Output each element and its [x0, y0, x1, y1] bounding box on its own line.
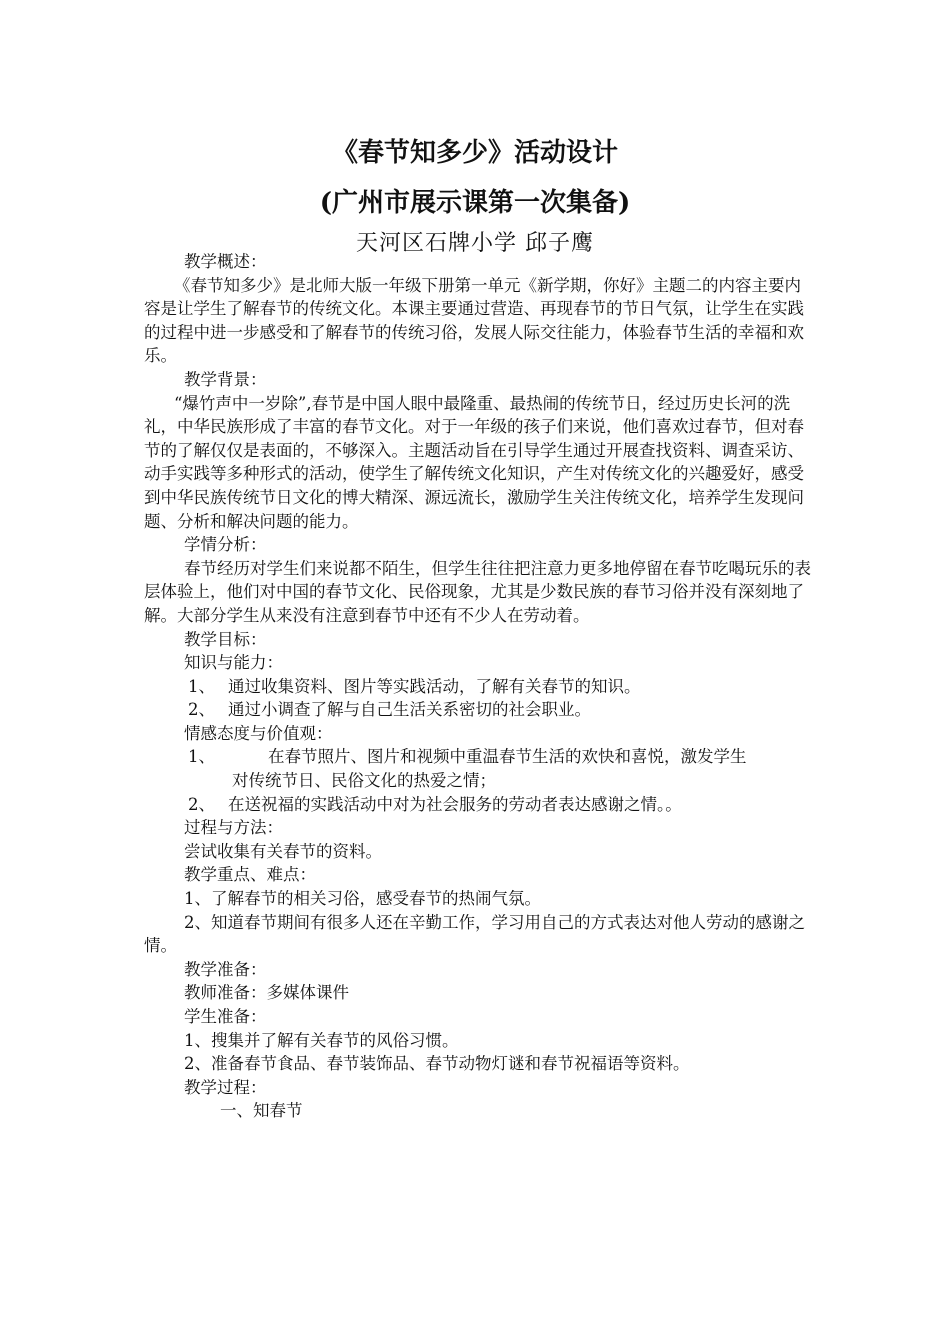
student-preparation-1: 1、搜集并了解有关春节的风俗习惯。: [184, 1030, 459, 1050]
student-preparation-2: 2、准备春节食品、春节装饰品、春节动物灯谜和春节祝福语等资料。: [184, 1054, 690, 1074]
section-heading-preparation: 教学准备：: [184, 959, 267, 979]
list-text-continuation: 对传统节日、民俗文化的热爱之情；: [232, 771, 496, 791]
document-body: [144, 250, 812, 1123]
section-heading-overview: 教学概述：: [184, 252, 267, 271]
list-number: 2、: [188, 794, 215, 814]
document-title: 《春节知多少》活动设计: [331, 138, 618, 168]
list-text: 通过收集资料、图片等实践活动，了解有关春节的知识。: [228, 676, 641, 696]
document-author: 天河区石牌小学 邱子鹰: [356, 231, 594, 256]
subheading-emotion: 情感态度与价值观：: [184, 723, 333, 743]
list-number: 2、: [188, 700, 215, 720]
subheading-process: 过程与方法：: [184, 818, 283, 838]
list-number: 1、: [188, 747, 215, 767]
procedure-step-1: 一、知春节: [220, 1101, 303, 1121]
list-item: [144, 793, 812, 817]
teacher-preparation: 教师准备：多媒体课件: [184, 983, 349, 1003]
paragraph-background: “爆竹声中一岁除”,春节是中国人眼中最隆重、最热闹的传统节日，经过历史长河的洗礼，中华民族形成了丰富的春节文化。对于一年级的孩子们来说，他们喜欢过春节，但对春节的了解仅仅是表面的，不够深入。主题活动旨在引导学生通过开展查找资料、调查采访、动手实践等多种形式的活动，使学生了解传统文化知识，产生对传统文化的兴趣爱好，感受到中华民族传统节日文化的博大精深、源远流长，激励学生关注传统文化，培养学生发现问题、分析和解决问题的能力。: [144, 393, 804, 531]
section-heading-keypoints: 教学重点、难点：: [184, 865, 316, 885]
paragraph-analysis: 春节经历对学生们来说都不陌生，但学生往往把注意力更多地停留在春节吃喝玩乐的表层体验上，他们对中国的春节文化、民俗现象，尤其是少数民族的春节习俗并没有深刻地了解。大部分学生从来没有注意到春节中还有不少人在劳动着。: [144, 558, 811, 625]
section-heading-background: 教学背景：: [184, 369, 267, 389]
list-item: [144, 745, 812, 769]
list-item: [144, 698, 812, 722]
subheading-student-preparation: 学生准备：: [184, 1007, 267, 1026]
subheading-knowledge: 知识与能力：: [184, 653, 283, 673]
keypoint-2: 2、知道春节期间有很多人还在辛勤工作，学习用自己的方式表达对他人劳动的感谢之情。: [144, 912, 805, 956]
keypoint-1: 1、了解春节的相关习俗，感受春节的热闹气氛。: [184, 889, 541, 909]
list-text: 通过小调查了解与自己生活关系密切的社会职业。: [228, 700, 591, 720]
section-heading-procedure: 教学过程：: [184, 1077, 267, 1097]
paragraph-overview: 《春节知多少》是北师大版一年级下册第一单元《新学期，你好》主题二的内容主要内容是让学生了解春节的传统文化。本课主要通过营造、再现春节的节日气氛，让学生在实践的过程中进一步感受和了解春节的传统习俗，发展人际交往能力，体验春节生活的幸福和欢乐。: [144, 275, 804, 366]
list-number: 1、: [188, 676, 215, 696]
paragraph-process: 尝试收集有关春节的资料。: [184, 841, 382, 861]
list-text: 在送祝福的实践活动中对为社会服务的劳动者表达感谢之情。。: [228, 794, 682, 814]
document-subtitle: (广州市展示课第一次集备): [319, 188, 631, 218]
list-text: 在春节照片、图片和视频中重温春节生活的欢快和喜悦，激发学生: [268, 747, 747, 767]
section-heading-goals: 教学目标：: [184, 629, 267, 649]
list-item: [144, 675, 812, 699]
section-heading-analysis: 学情分析：: [184, 535, 267, 555]
